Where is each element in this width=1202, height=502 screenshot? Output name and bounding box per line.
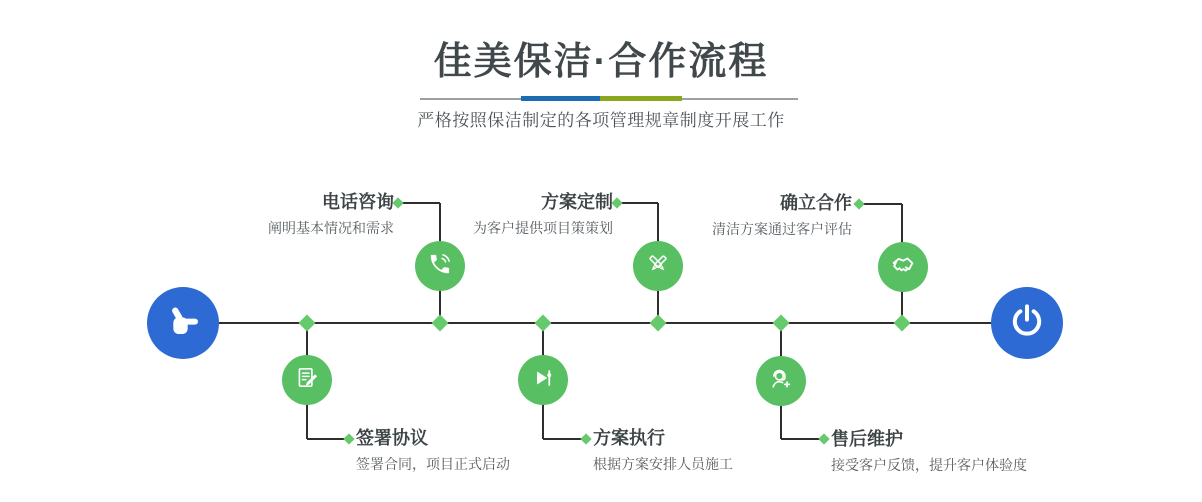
timeline-node-diamond [299, 315, 316, 332]
timeline-node-diamond [773, 315, 790, 332]
timeline-node-diamond [650, 315, 667, 332]
customer-service-plus-icon [768, 366, 794, 397]
page-title: 佳美保洁·合作流程 [433, 41, 769, 83]
step-circle-contract [282, 355, 332, 405]
play-execute-icon [530, 365, 556, 396]
connector-horizontal [781, 438, 821, 440]
label-marker-diamond [580, 433, 591, 444]
label-marker-diamond [611, 197, 622, 208]
step-aftersales-maintenance [831, 429, 1027, 473]
step-label: 电话咨询 [322, 192, 394, 212]
step-phone-consultation [268, 192, 394, 236]
step-plan-customization [473, 192, 613, 236]
step-label: 售后维护 [831, 429, 903, 449]
title-divider-blue-segment [521, 96, 600, 101]
handshake-icon [889, 251, 917, 284]
label-marker-diamond [853, 198, 864, 209]
step-desc: 清洁方案通过客户评估 [712, 220, 852, 237]
connector-horizontal [863, 203, 902, 205]
step-label: 方案定制 [541, 192, 613, 212]
pointer-hand-icon [163, 301, 203, 346]
connector-horizontal [621, 202, 658, 204]
step-label: 签署协议 [356, 428, 428, 448]
label-marker-diamond [392, 197, 403, 208]
timeline-main-line [219, 322, 991, 324]
contract-pen-icon [294, 365, 320, 396]
end-node [991, 287, 1063, 359]
step-desc: 根据方案安排人员施工 [593, 455, 733, 472]
step-desc: 为客户提供项目策策划 [473, 219, 613, 236]
step-desc: 接受客户反馈，提升客户体验度 [831, 456, 1027, 473]
step-desc: 签署合同，项目正式启动 [356, 455, 510, 472]
label-marker-diamond [818, 433, 829, 444]
label-marker-diamond [343, 433, 354, 444]
step-circle-cooperation [878, 242, 928, 292]
step-plan-execution [593, 428, 733, 472]
title-divider-green-segment [600, 96, 682, 101]
step-circle-phone [415, 241, 465, 291]
timeline-node-diamond [535, 315, 552, 332]
connector-horizontal [543, 438, 583, 440]
step-sign-agreement [356, 428, 510, 472]
step-desc: 阐明基本情况和需求 [268, 219, 394, 236]
connector-horizontal [307, 438, 345, 440]
crossed-pencils-icon [645, 251, 671, 282]
step-establish-cooperation [712, 193, 852, 237]
connector-horizontal [402, 202, 440, 204]
timeline-node-diamond [432, 315, 449, 332]
power-icon [1007, 301, 1047, 346]
step-circle-aftersales [756, 356, 806, 406]
start-node [147, 287, 219, 359]
step-label: 方案执行 [593, 428, 665, 448]
step-circle-execution [518, 355, 568, 405]
step-label: 确立合作 [780, 193, 852, 213]
timeline-node-diamond [894, 315, 911, 332]
step-circle-plan [633, 241, 683, 291]
phone-icon [427, 251, 453, 282]
page-subtitle: 严格按照保洁制定的各项管理规章制度开展工作 [417, 111, 785, 130]
